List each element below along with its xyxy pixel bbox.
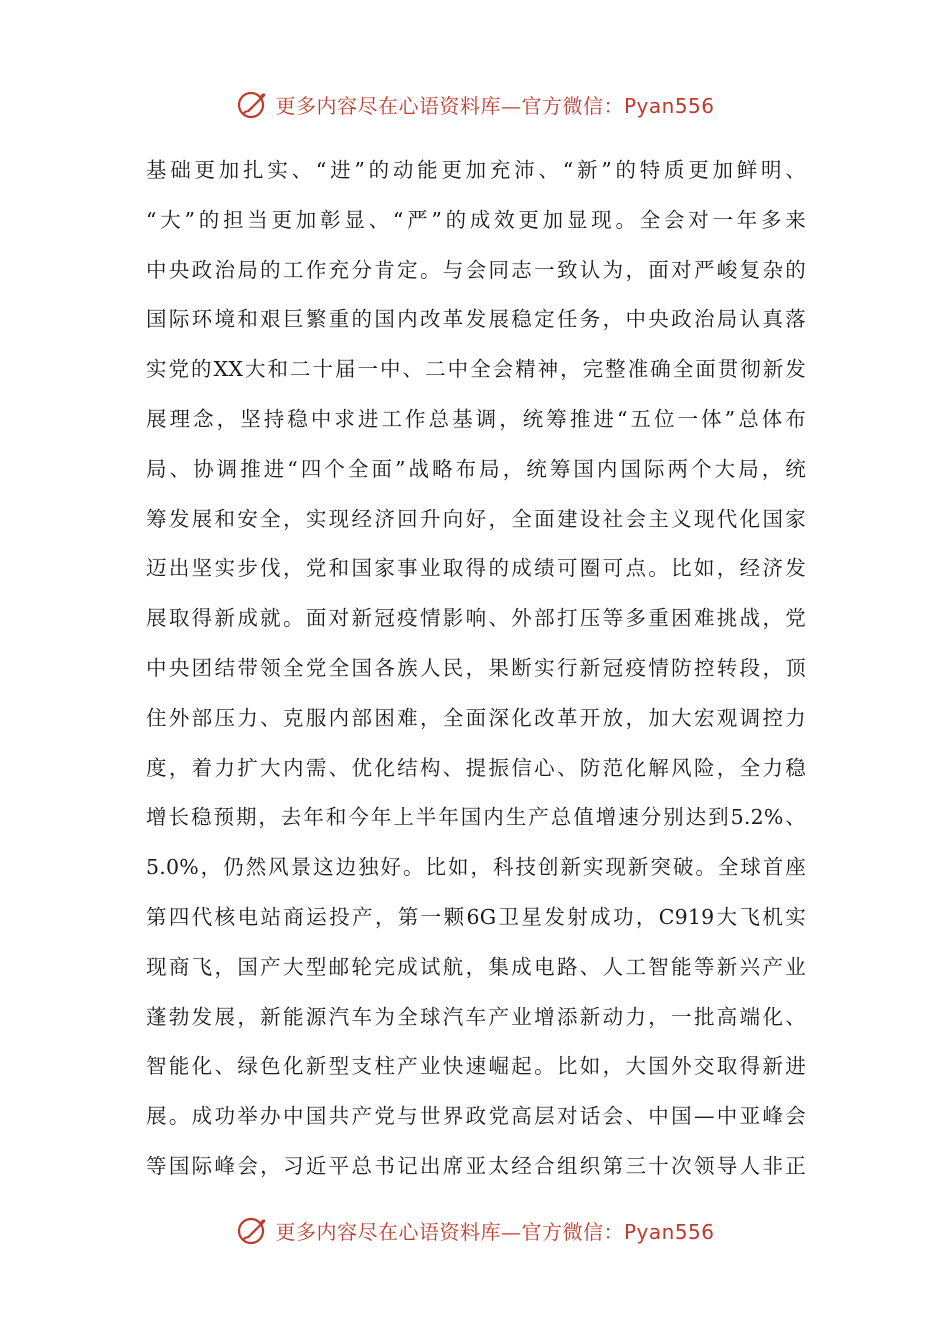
quill-logo-icon [235,86,271,122]
body-line: 迈出坚实步伐，党和国家事业取得的成绩可圈可点。比如，经济发 [146,556,806,581]
document-body [146,146,806,1192]
body-line: 国际环境和艰巨繁重的国内改革发展稳定任务，中央政治局认真落 [146,307,806,332]
body-line: 筹发展和安全，实现经济回升向好，全面建设社会主义现代化国家 [146,506,806,531]
body-line: 展。成功举办中国共产党与世界政党高层对话会、中国—中亚峰会 [146,1104,806,1129]
body-line: 现商飞，国产大型邮轮完成试航，集成电路、人工智能等新兴产业 [146,954,806,979]
body-line: “大”的担当更加彰显、“严”的成效更加显现。全会对一年多来 [146,207,806,232]
body-line: 实党的XX大和二十届一中、二中全会精神，完整准确全面贯彻新发 [146,357,806,382]
body-line: 智能化、绿色化新型支柱产业快速崛起。比如，大国外交取得新进 [146,1054,806,1079]
header-banner-text: 更多内容尽在心语资料库—官方微信：Pyan556 [275,93,715,118]
body-line: 展取得新成就。面对新冠疫情影响、外部打压等多重困难挑战，党 [146,606,806,631]
body-line: 住外部压力、克服内部困难，全面深化改革开放，加大宏观调控力 [146,705,806,730]
footer-wechat-id: Pyan556 [623,1219,715,1244]
body-line: 展理念，坚持稳中求进工作总基调，统筹推进“五位一体”总体布 [146,406,806,431]
body-line: 蓬勃发展，新能源汽车为全球汽车产业增添新动力，一批高端化、 [146,1004,806,1029]
body-line: 等国际峰会，习近平总书记出席亚太经合组织第三十次领导人非正 [146,1153,806,1178]
body-line: 中央政治局的工作充分肯定。与会同志一致认为，面对严峻复杂的 [146,257,806,282]
body-line: 局、协调推进“四个全面”战略布局，统筹国内国际两个大局，统 [146,456,806,481]
footer-banner [0,1210,950,1250]
body-line: 中央团结带领全党全国各族人民，果断实行新冠疫情防控转段，顶 [146,655,806,680]
quill-logo-icon [235,1212,271,1248]
footer-banner-text: 更多内容尽在心语资料库—官方微信：Pyan556 [275,1219,715,1244]
body-line: 增长稳预期，去年和今年上半年国内生产总值增速分别达到5.2%、 [146,805,806,830]
body-line: 5.0%，仍然风景这边独好。比如，科技创新实现新突破。全球首座 [146,855,806,880]
header-wechat-id: Pyan556 [623,93,715,118]
body-line: 基础更加扎实、“进”的动能更加充沛、“新”的特质更加鲜明、 [146,158,806,182]
body-line: 度，着力扩大内需、优化结构、提振信心、防范化解风险，全力稳 [146,755,806,780]
header-banner [0,84,950,124]
body-line: 第四代核电站商运投产，第一颗6G卫星发射成功，C919大飞机实 [146,904,806,929]
